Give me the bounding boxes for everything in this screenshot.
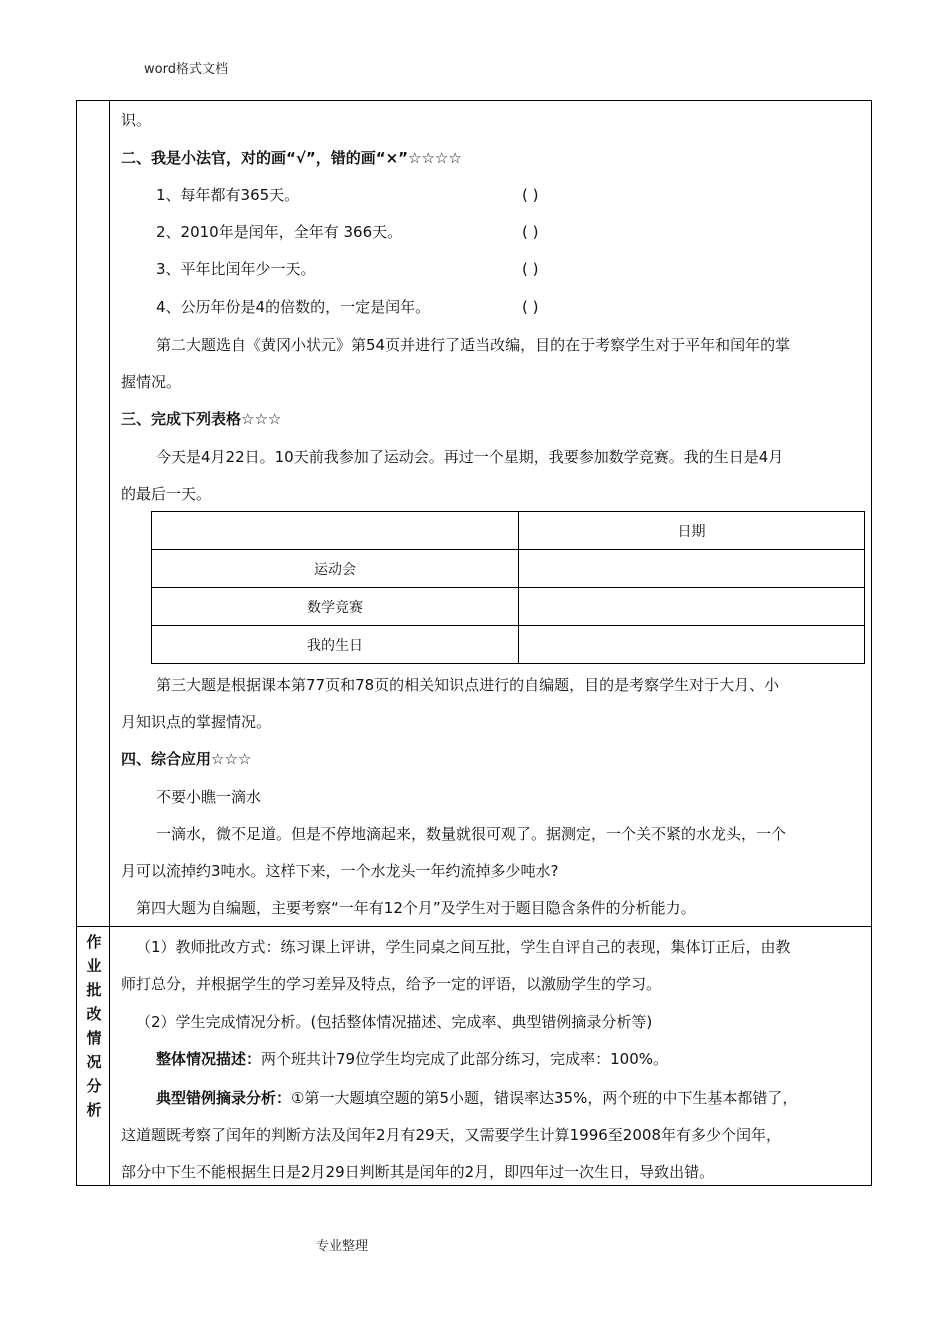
question-2: 2、2010年是闰年，全年有 366天。 <box>156 223 403 241</box>
side-char: 业 <box>86 957 102 975</box>
error-analysis-cont: 这道题既考察了闰年的判断方法及闰年2月有29天，又需要学生计算1996至2008年有多少个闰年， <box>121 1126 781 1144</box>
note-2-cont: 握情况。 <box>121 373 182 391</box>
side-char: 改 <box>86 1005 102 1023</box>
side-char: 分 <box>86 1077 102 1095</box>
section-heading-4: 四、综合应用☆☆☆ <box>121 750 252 768</box>
side-char: 情 <box>86 1029 102 1047</box>
table-row <box>152 626 865 664</box>
table-cell-blank <box>519 626 865 664</box>
question-3: 3、平年比闰年少一天。 <box>156 260 316 278</box>
grading-method-cont: 师打总分，并根据学生的学习差异及特点，给予一定的评语，以激励学生的学习。 <box>121 975 662 993</box>
overall-label: 整体情况描述： <box>156 1050 262 1068</box>
error-label: 典型错例摘录分析： <box>156 1089 292 1107</box>
answer-blank-3: ( ) <box>522 260 539 278</box>
overall-text: 两个班共计79位学生均完成了此部分练习，完成率：100%。 <box>261 1050 668 1068</box>
question-4: 4、公历年份是4的倍数的，一定是闰年。 <box>156 298 431 316</box>
side-label <box>84 930 104 1122</box>
text-line: 识。 <box>121 111 152 129</box>
note-2: 第二大题选自《黄冈小状元》第54页并进行了适当改编，目的在于考察学生对于平年和闰年的掌 <box>156 336 791 354</box>
error-analysis-cont2: 部分中下生不能根据生日是2月29日判断其是闰年的2月，即四年过一次生日，导致出错。 <box>121 1163 715 1181</box>
table-cell-blank <box>519 588 865 626</box>
page-footer: 专业整理 <box>316 1239 369 1254</box>
answer-blank-4: ( ) <box>522 298 539 316</box>
error-analysis <box>156 1088 797 1108</box>
note-3: 第三大题是根据课本第77页和78页的相关知识点进行的自编题，目的是考察学生对于大月、小 <box>156 676 780 694</box>
grading-method: （1）教师批改方式：练习课上评讲，学生同桌之间互批，学生自评自己的表现，集体订正后，由教 <box>136 938 791 956</box>
side-char: 作 <box>86 933 102 951</box>
section-heading-3: 三、完成下列表格☆☆☆ <box>121 410 282 428</box>
problem-4-cont: 月可以流掉约3吨水。这样下来，一个水龙头一年约流掉多少吨水? <box>121 862 559 880</box>
side-char: 批 <box>86 981 102 999</box>
date-table <box>151 511 865 664</box>
error-text: ①第一大题填空题的第5小题，错误率达35%，两个班的中下生基本都错了， <box>291 1089 798 1107</box>
problem-4: 一滴水，微不足道。但是不停地滴起来，数量就很可观了。据测定，一个关不紧的水龙头，一个 <box>156 825 787 843</box>
answer-blank-1: ( ) <box>522 186 539 204</box>
table-row-label: 运动会 <box>152 550 519 588</box>
overall-description <box>156 1049 668 1069</box>
table-row-label: 数学竞赛 <box>152 588 519 626</box>
answer-blank-2: ( ) <box>522 223 539 241</box>
note-4: 第四大题为自编题，主要考察“一年有12个月”及学生对于题目隐含条件的分析能力。 <box>136 899 696 917</box>
table-row-label: 我的生日 <box>152 626 519 664</box>
page-header: word格式文档 <box>144 62 228 77</box>
table-row <box>152 550 865 588</box>
problem-3: 今天是4月22日。10天前我参加了运动会。再过一个星期，我要参加数学竞赛。我的生日是4月 <box>156 448 784 466</box>
row-divider <box>76 926 872 927</box>
column-divider <box>109 100 110 1186</box>
problem-4-title: 不要小瞧一滴水 <box>156 788 262 806</box>
analysis-heading: （2）学生完成情况分析。(包括整体情况描述、完成率、典型错例摘录分析等) <box>136 1013 653 1031</box>
side-char: 况 <box>86 1053 102 1071</box>
question-1: 1、每年都有365天。 <box>156 186 300 204</box>
table-header-empty <box>152 512 519 550</box>
section-heading-2: 二、我是小法官，对的画“√”，错的画“×”☆☆☆☆ <box>121 149 462 167</box>
side-char: 析 <box>86 1101 102 1119</box>
note-3-cont: 月知识点的掌握情况。 <box>121 713 272 731</box>
table-cell-blank <box>519 550 865 588</box>
problem-3-cont: 的最后一天。 <box>121 485 212 503</box>
table-row <box>152 588 865 626</box>
table-header-date: 日期 <box>519 512 865 550</box>
